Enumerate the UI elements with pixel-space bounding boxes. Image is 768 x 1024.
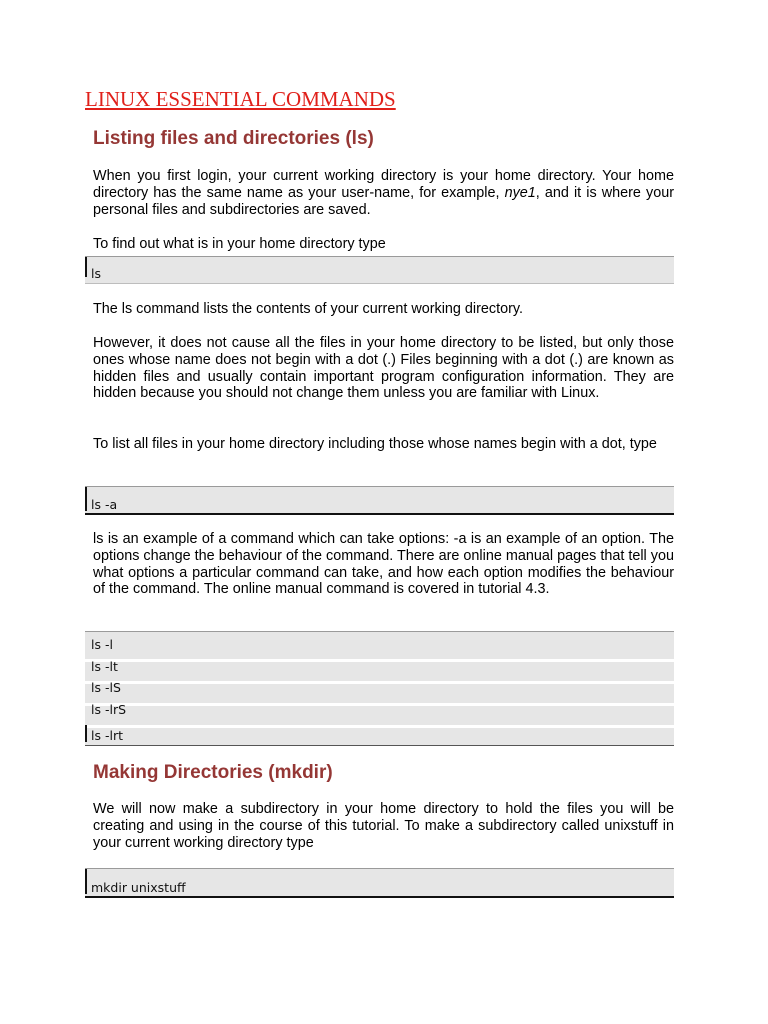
code-block-left-bar [85,869,87,894]
paragraph-find-out: To find out what is in your home directory type [93,236,386,252]
intro-example-username: nye1 [504,184,536,201]
code-row-bg [85,684,674,703]
code-block-left-bar [85,257,87,277]
code-line-ls-lrs: ls -lrS [91,702,127,717]
section-heading-ls: Listing files and directories (ls) [93,128,374,149]
code-line-ls-lrt: ls -lrt [91,728,123,743]
code-row-bg [85,706,674,725]
code-row-bg [85,631,674,659]
code-block-left-bar [85,725,87,742]
paragraph-intro [93,168,674,218]
code-line-mkdir: mkdir unixstuff [91,880,186,895]
paragraph-options: ls is an example of a command which can take options: -a is an example of an option. The options change the behaviour of the command. There are online manual pages that tell you what options a particular command can take, and how each option modifies the behaviour of the command. The online manual command is covered in tutorial 4.3. [93,531,674,598]
section-heading-mkdir: Making Directories (mkdir) [93,762,333,783]
code-line-ls-l: ls -l [91,637,113,652]
code-row-bg [85,662,674,681]
code-block-mkdir [85,868,674,898]
paragraph-ls-lists: The ls command lists the contents of your current working directory. [93,301,524,317]
code-line-ls-ls: ls -lS [91,680,121,695]
document-title: LINUX ESSENTIAL COMMANDS [85,87,396,111]
code-row-bg [85,728,674,746]
intro-text-end: , and it is where your personal files and subdirectories are saved. [93,184,675,218]
paragraph-mkdir-intro: We will now make a subdirectory in your home directory to hold the files you will be creating and using in the course of this tutorial. To make a subdirectory called unixstuff in your current working directory type [93,801,674,851]
paragraph-list-all: To list all files in your home directory including those whose names begin with a dot, type [93,436,657,452]
code-line-ls-a: ls -a [91,497,118,512]
code-block-ls-options [85,631,674,746]
paragraph-hidden-files: However, it does not cause all the files in your home directory to be listed, but only those ones whose name does not begin with a dot (.) Files beginning with a dot (.) are known as hidden files and usually contain important program configuration information. They are hidden because you should not change them unless you are familiar with Linux. [93,335,674,402]
intro-text-start: When you first login, your current working directory is your home directory. Your home directory has the same name as your user-name, for example, [93,168,674,201]
code-line-ls: ls [91,266,101,281]
code-block-left-bar [85,487,87,511]
code-block-ls [85,256,674,284]
code-line-ls-lt: ls -lt [91,659,118,674]
code-block-ls-a [85,486,674,515]
